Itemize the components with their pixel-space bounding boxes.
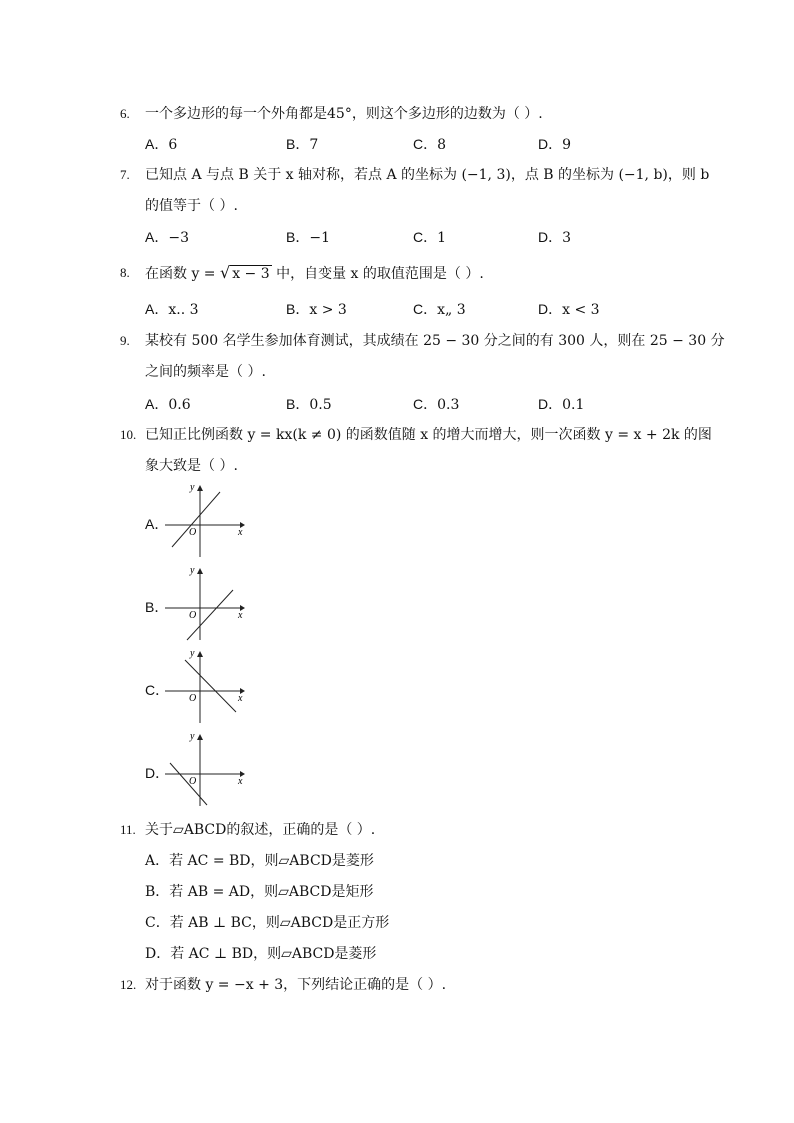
graph-a — [160, 482, 250, 562]
question-number: 8. — [120, 265, 130, 280]
question-text-line2: 之间的频率是（ ）. — [145, 364, 266, 380]
option-a: A．−3 — [145, 229, 189, 246]
graph-c — [160, 648, 250, 728]
origin-label: O — [189, 693, 197, 704]
question-text-line2: 象大致是（ ）. — [145, 458, 238, 474]
question-text: 一个多边形的每一个外角都是45°，则这个多边形的边数为（ ）. — [145, 106, 543, 122]
q11-option-b: B．若 AB = AD，则▱ABCD是矩形 — [145, 884, 374, 900]
option-d: D．x < 3 — [538, 301, 600, 318]
x-label: x — [238, 610, 243, 621]
y-axis-arrow — [197, 485, 203, 491]
option-c: C．8 — [413, 136, 447, 153]
question-number: 9. — [120, 333, 130, 348]
question-number: 6. — [120, 106, 130, 121]
function-line — [185, 660, 236, 712]
y-label: y — [190, 565, 195, 576]
x-label: x — [238, 693, 243, 704]
question-number: 7. — [120, 167, 130, 182]
radicand: x − 3 — [232, 266, 270, 282]
q6-options — [145, 135, 705, 153]
q7-options — [145, 228, 705, 246]
graph-d — [160, 731, 250, 811]
y-axis-arrow — [197, 734, 203, 740]
origin-label: O — [189, 776, 197, 787]
graph-c-label: C． — [145, 682, 170, 698]
question-number: 10. — [120, 427, 137, 442]
option-a: A．0.6 — [145, 396, 191, 413]
option-d: D．0.1 — [538, 396, 585, 413]
option-c: C．x„ 3 — [413, 301, 466, 318]
question-text: 关于▱ABCD的叙述，正确的是（ ）. — [145, 822, 376, 838]
origin-label: O — [189, 610, 197, 621]
x-label: x — [238, 776, 243, 787]
question-text-line2: 的值等于（ ）. — [145, 198, 238, 214]
y-axis-arrow — [197, 568, 203, 574]
option-a: A．6 — [145, 136, 178, 153]
option-d: D．9 — [538, 136, 572, 153]
graph-b — [160, 565, 250, 645]
y-axis-arrow — [197, 651, 203, 657]
option-b: B．−1 — [286, 229, 330, 246]
origin-label: O — [189, 527, 197, 538]
graph-b-label: B． — [145, 599, 169, 615]
q11-option-c: C．若 AB ⊥ BC，则▱ABCD是正方形 — [145, 915, 390, 931]
question-number: 11. — [120, 822, 136, 837]
graph-d-label: D． — [145, 765, 170, 781]
y-label: y — [190, 648, 195, 659]
question-text-line1: 已知点 A 与点 B 关于 x 轴对称，若点 A 的坐标为 (−1, 3)，点 B 的坐标为 (−1, b)，则 b — [145, 167, 710, 183]
option-b: B．x > 3 — [286, 301, 347, 318]
q8-options — [145, 300, 705, 318]
option-b: B．7 — [286, 136, 319, 153]
option-c: C．1 — [413, 229, 447, 246]
question-text: 在函数 y = √ x − 3 中，自变量 x 的取值范围是（ ）. — [145, 263, 484, 282]
option-b: B．0.5 — [286, 396, 332, 413]
radical-sign: √ — [220, 263, 231, 282]
y-label: y — [190, 482, 195, 493]
q11-option-d: D．若 AC ⊥ BD，则▱ABCD是菱形 — [145, 946, 377, 962]
option-c: C．0.3 — [413, 396, 460, 413]
q11-option-a: A．若 AC = BD，则▱ABCD是菱形 — [145, 853, 374, 869]
option-d: D．3 — [538, 229, 572, 246]
y-label: y — [190, 731, 195, 742]
q9-options — [145, 395, 705, 413]
option-a: A．x.. 3 — [145, 301, 199, 318]
question-number: 12. — [120, 977, 137, 992]
x-label: x — [238, 527, 243, 538]
graph-a-label: A． — [145, 516, 169, 532]
function-line — [172, 492, 220, 547]
question-text-line1: 已知正比例函数 y = kx(k ≠ 0) 的函数值随 x 的增大而增大，则一次函数 y = x + 2k 的图 — [145, 427, 712, 443]
question-text: 对于函数 y = −x + 3，下列结论正确的是（ ）. — [145, 977, 447, 993]
question-text-line1: 某校有 500 名学生参加体育测试，其成绩在 25 − 30 分之间的有 300 人，则在 25 − 30 分 — [145, 333, 725, 349]
